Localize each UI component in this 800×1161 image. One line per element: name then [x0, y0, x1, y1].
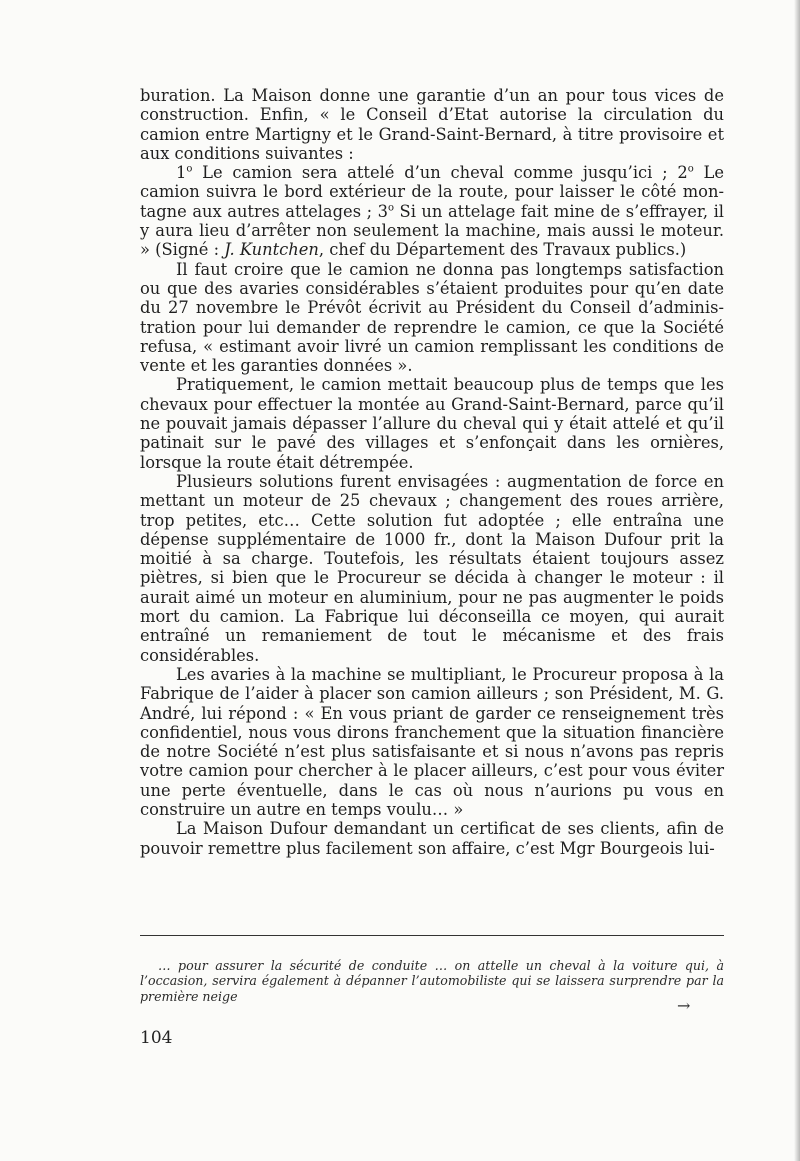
paragraph-7: La Maison Dufour demandant un certificat de ses clients, afin de pouvoir remettre plus facilement son affaire, c’est Mgr Bourgeois lui-: [140, 819, 724, 858]
paragraph-5: Plusieurs solutions furent envisagées : augmentation de force en mettant un moteur de 25 chevaux ; changement des roues arrière, trop petites, etc… Cette solution fut adoptée ; elle entraîna une dépense supplémentaire de 1000 fr., dont la Maison Dufour prit la moitié à sa charge. Toutefois, les résultats étaient toujours assez piètres, si bien que le Procureur se décida à changer le moteur : il aurait aimé un moteur en aluminium, pour ne pas augmenter le poids mort du camion. La Fabrique lui déconseilla ce moyen, qui aurait entraîné un remaniement de tout le mécanisme et des frais considérables.: [140, 471, 724, 665]
main-text: [140, 86, 724, 858]
paragraph-6: Les avaries à la machine se multipliant, le Procureur proposa à la Fabrique de l’aider à placer son camion ailleurs ; son Président, M. G. André, lui répond : « En vous priant de garder ce renseignement très confidentiel, nous vous dirons franchement que la situation financière de notre Société n’est plus satisfaisante et si nous n’avons pas repris votre camion pour chercher à le placer ailleurs, c’est pour vous éviter une perte éventuelle, dans le cas où nous n’aurions pu vous en construire un autre en temps voulu… »: [140, 664, 724, 819]
signatory-title: , chef du Département des Travaux publics.): [318, 240, 687, 260]
ordinal-1-suffix: o: [186, 163, 193, 175]
page-edge: [794, 0, 800, 1161]
page-number: 104: [140, 1028, 173, 1048]
paragraph-1: buration. La Maison donne une garantie d’un an pour tous vices de construction. Enfin, « le Conseil d’Etat autorise la circulation du camion entre Martigny et le Grand-Saint-Bernard, à titre provisoire et aux conditions suivantes :: [140, 86, 724, 163]
paragraph-2-conditions: [140, 163, 724, 259]
signatory-name: J. Kuntchen: [224, 240, 319, 260]
footnote-divider: [140, 935, 724, 936]
condition-1-text: Le camion sera attelé d’un cheval comme jusqu’ici ; 2: [192, 163, 688, 183]
ordinal-1: 1: [176, 163, 187, 183]
condition-3-text: Si un attelage fait mine de s’effrayer, il y aura lieu d’arrêter non seulement la machine, mais aussi le moteur. » (Signé :: [140, 201, 724, 260]
paragraph-4: Pratiquement, le camion mettait beaucoup plus de temps que les chevaux pour effectuer la montée au Grand-Saint-Bernard, parce qu’il ne pouvait jamais dépasser l’allure du cheval qui y était attelé et qu’il patinait sur le pavé des villages et s’enfonçait dans les ornières, lorsque la route était détrempée.: [140, 375, 724, 472]
illustration-caption: [140, 958, 724, 1004]
ordinal-2-suffix: o: [687, 163, 694, 175]
ordinal-3-suffix: o: [387, 202, 394, 214]
continue-arrow-icon: →: [677, 996, 691, 1015]
paragraph-3: Il faut croire que le camion ne donna pas longtemps satisfaction ou que des avaries considérables s’étaient produites pour qu’en date du 27 novembre le Prévôt écrivit au Président du Conseil d’administration pour lui demander de reprendre le camion, ce que la Société refusa, « estimant avoir livré un camion remplissant les conditions de vente et les garanties données ».: [140, 259, 724, 376]
caption-text: … pour assurer la sécurité de conduite … on attelle un cheval à la voiture qui, à l’occasion, servira également à dépanner l’automobiliste qui se laissera surprendre par la première neige: [140, 958, 724, 1004]
condition-2-text: Le camion suivra le bord extérieur de la route, pour laisser le côté montagne aux autres attelages ; 3: [140, 163, 724, 221]
